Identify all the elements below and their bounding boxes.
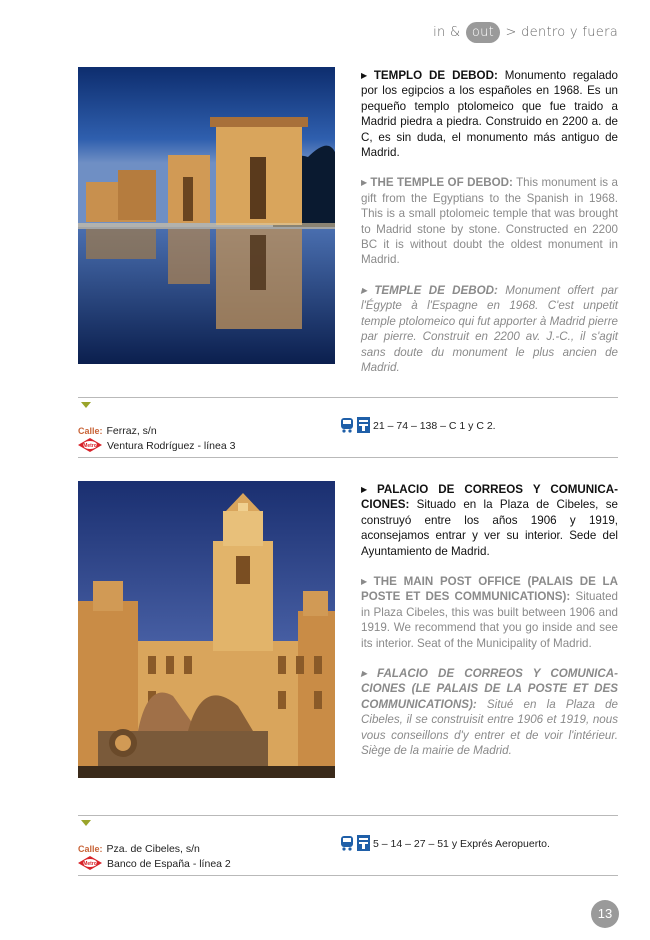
- emt-icon: [357, 417, 370, 436]
- metro-logo-text: Metro: [83, 443, 97, 449]
- bus-icon: [340, 417, 354, 436]
- section2-text: [361, 482, 618, 774]
- section2-spanish: [361, 482, 618, 559]
- bus-lines: 21 – 74 – 138 – C 1 y C 2.: [373, 420, 496, 432]
- metro-logo-icon: [78, 856, 102, 873]
- section1-english: [361, 175, 618, 267]
- street-label: Calle:: [78, 844, 103, 854]
- triangle-right-icon: ▶: [361, 71, 371, 80]
- section1-fr-text: Monument offert par l'Égypte à l'Espagne en 1968. C'est unpetit temple ptolomeico qui fut apporter à Madrid pierre par pierre. Construit en 2200 av. J.-C., il s'agit sans doute du monument le plus ancien de Madrid.: [361, 283, 618, 374]
- divider-top-1: [78, 397, 618, 398]
- section2-fr-title: FALACIO DE CORREOS Y COMUNICA-CIONES (LE PALAIS DE LA POSTE ET DES COMMUNICATIONS):: [361, 667, 618, 711]
- section2-english: [361, 574, 618, 651]
- street-value: Pza. de Cibeles, s/n: [106, 843, 200, 855]
- section2-en-title: THE MAIN POST OFFICE (PALAIS DE LA POSTE ET DES COMMUNICATIONS):: [361, 575, 618, 604]
- divider-top-2: [78, 815, 618, 816]
- metro-station: Banco de España - línea 2: [107, 858, 231, 870]
- section2-en-text: Situated in Plaza Cibeles, this was built between 1906 and 1919. We recommend that you go inside and see its interior. Seat of the Municipality of Madrid.: [361, 590, 619, 650]
- header-bubble: out: [466, 22, 500, 43]
- section1-en-title: THE TEMPLE OF DEBOD:: [370, 176, 513, 190]
- triangle-right-icon: ▶: [361, 669, 375, 679]
- section1-fr-title: TEMPLE DE DEBOD:: [374, 283, 498, 297]
- palacio-de-correos-photo: [78, 481, 335, 778]
- street-value: Ferraz, s/n: [106, 425, 157, 437]
- triangle-down-icon: [81, 402, 91, 408]
- section2-street: [78, 843, 200, 855]
- triangle-right-icon: ▶: [361, 485, 374, 494]
- metro-logo-text: Metro: [83, 861, 97, 867]
- metro-station: Ventura Rodríguez - línea 3: [107, 440, 236, 452]
- divider-bottom-2: [78, 875, 618, 876]
- header-pre: in &: [433, 25, 465, 40]
- section1-es-text: Monumento regalado por los egipcios a los españoles en 1968. Es un pequeño templo ptolomeico que fue traido a Madrid piedra a piedra. Construido en 2200 a. de C, es sin duda, el monumento más antiguo de Madrid.: [361, 69, 618, 160]
- bus-lines: 5 – 14 – 27 – 51 y Exprés Aeropuerto.: [373, 838, 550, 850]
- section1-street: [78, 425, 157, 437]
- section2-french: [361, 666, 618, 758]
- section1-spanish: [361, 68, 618, 160]
- section-header: [433, 22, 618, 43]
- section1-metro: [78, 438, 235, 455]
- section2-metro: [78, 856, 231, 873]
- section1-text: [361, 68, 618, 390]
- section1-es-title: TEMPLO DE DEBOD:: [373, 69, 498, 82]
- page-number: 13: [591, 900, 619, 928]
- bus-icon: [340, 835, 354, 854]
- triangle-right-icon: ▶: [361, 577, 371, 587]
- street-label: Calle:: [78, 426, 103, 436]
- divider-bottom-1: [78, 457, 618, 458]
- section1-bus: [340, 417, 496, 436]
- triangle-down-icon: [81, 820, 91, 826]
- metro-logo-icon: [78, 438, 102, 455]
- header-post: > dentro y fuera: [501, 25, 618, 40]
- section1-french: [361, 283, 618, 375]
- section2-fr-text: Situé en la Plaza de Cibeles, il se construisit entre 1906 et 1919, nous vous conseillons d'y entrer et de voir l'intérieur. Siège de la mairie de Madrid.: [361, 697, 618, 758]
- triangle-right-icon: ▶: [361, 178, 368, 188]
- section2-es-title: PALACIO DE CORREOS Y COMUNICA-CIONES:: [361, 483, 618, 512]
- section2-es-text: Situado en la Plaza de Cibeles, se construyó entre los años 1906 y 1919, aconsejamos entrar y ver su interior. Sede del Ayuntamiento de Madrid.: [361, 498, 618, 558]
- section1-en-text: This monument is a gift from the Egyptians to the Spanish in 1968. This is a small ptolomeic temple that was brought to Madrid stone by stone. Constructed en 2200 BC it is without doubt the oldest monument in Madrid.: [361, 176, 618, 267]
- triangle-right-icon: ▶: [361, 285, 372, 295]
- section2-bus: [340, 835, 550, 854]
- temple-of-debod-photo: [78, 67, 335, 364]
- emt-icon: [357, 835, 370, 854]
